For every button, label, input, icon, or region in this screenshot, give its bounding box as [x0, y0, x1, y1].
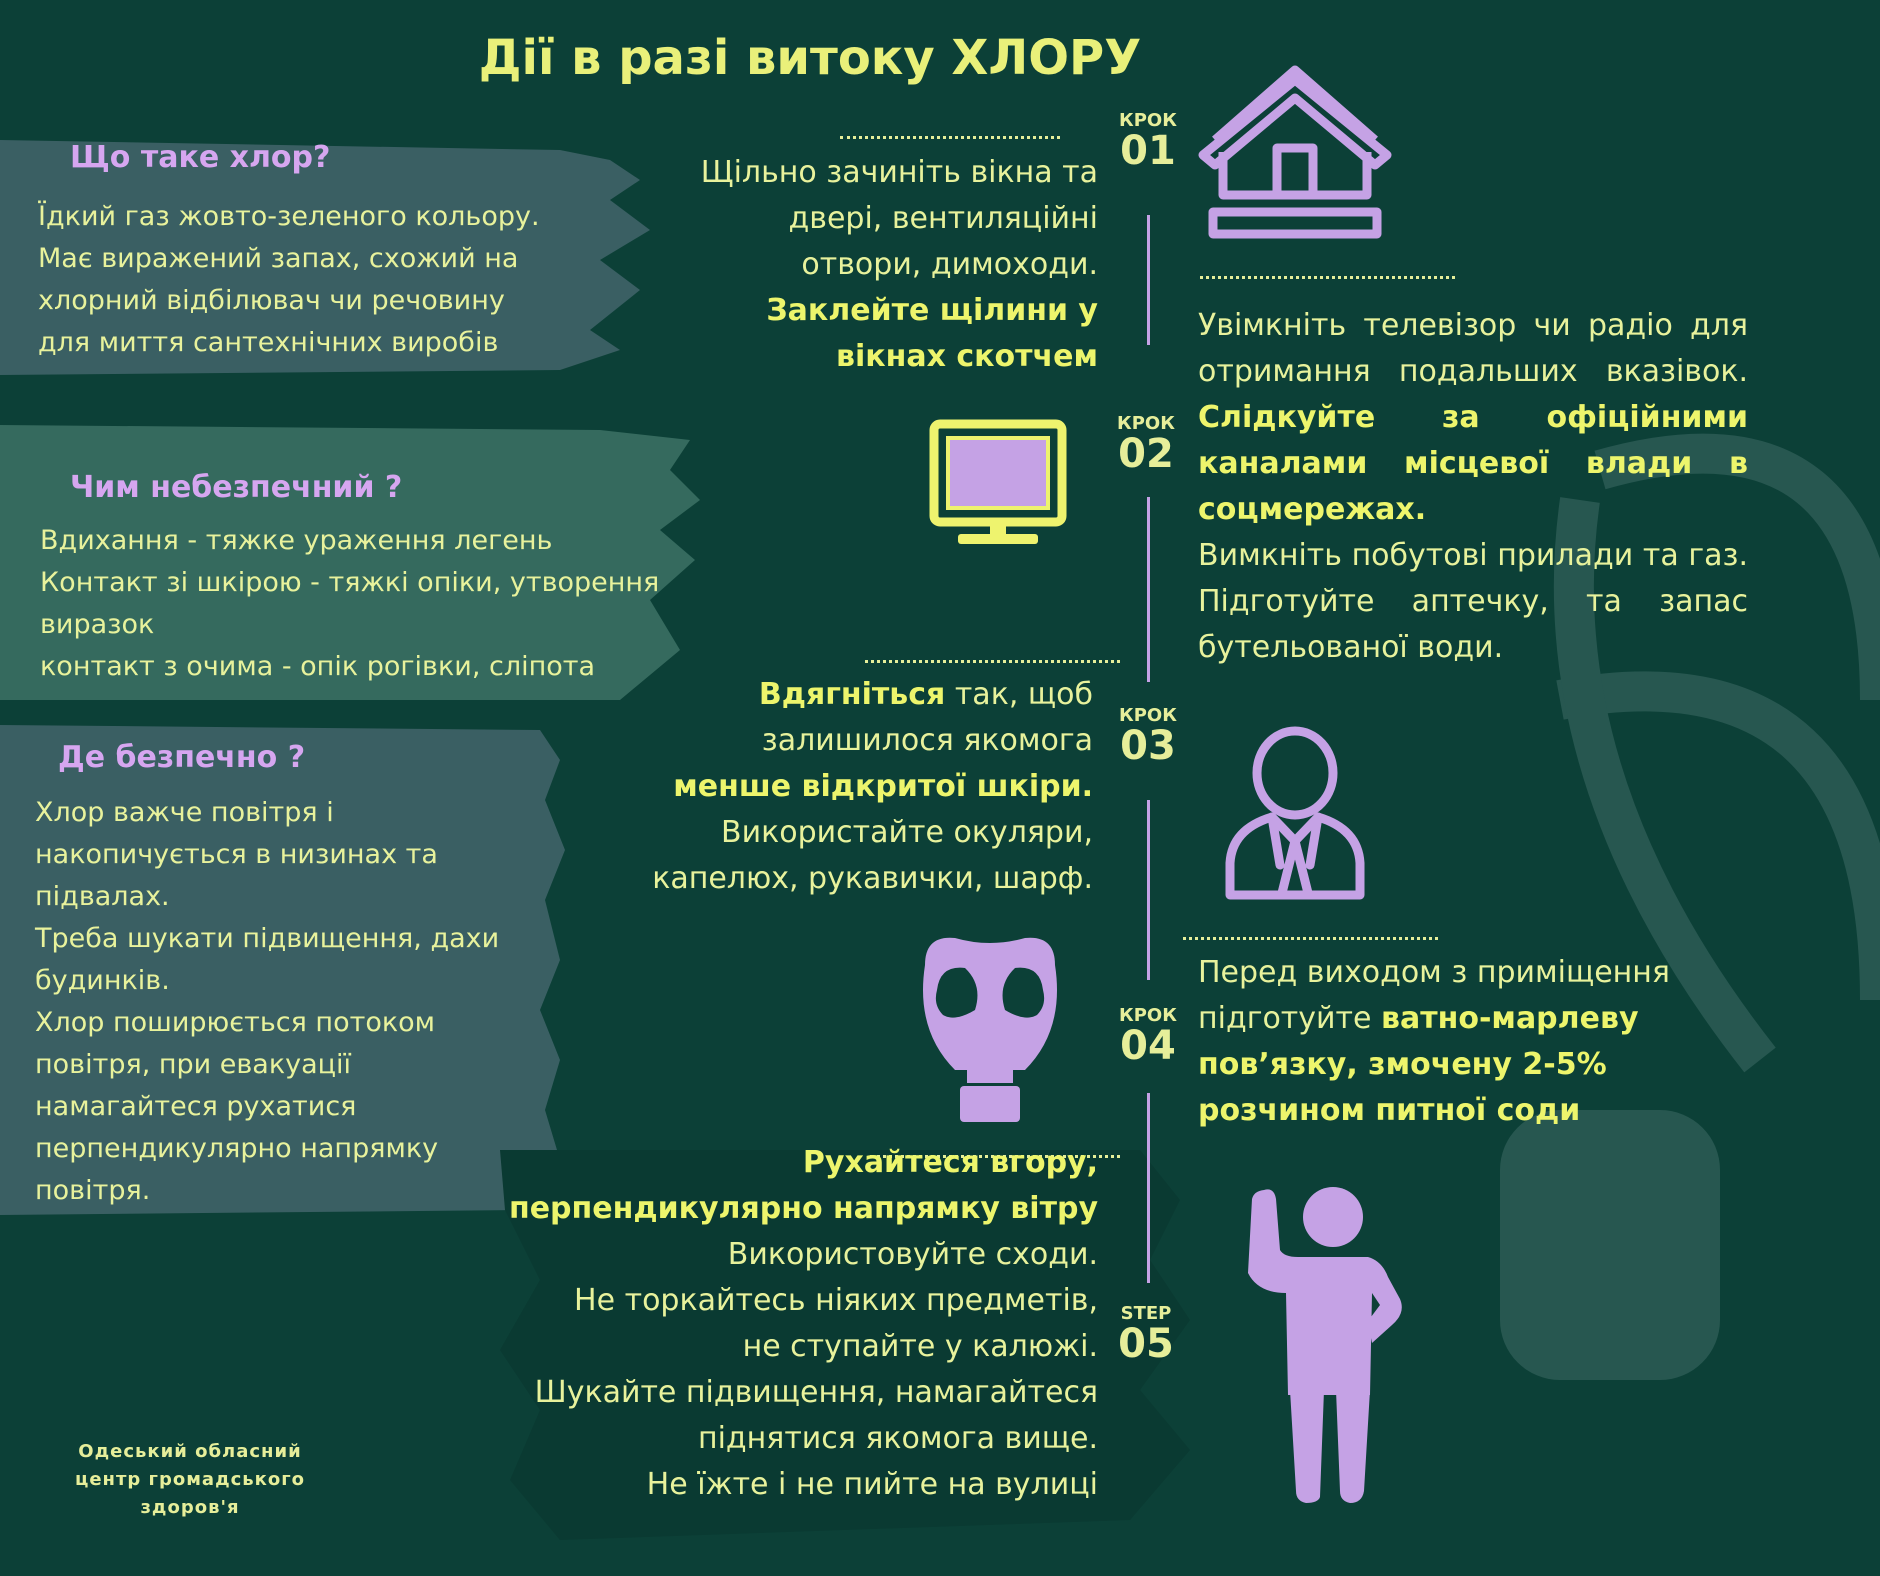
step5-line: Використовуйте сходи.	[727, 1237, 1098, 1272]
safe-line: будинків.	[35, 965, 170, 996]
step5-text	[480, 1140, 1098, 1508]
step2-text-1: Увімкніть телевізор чи радіо для отримання подальших вказівок.	[1198, 308, 1748, 389]
step-kicker: КРОК	[1119, 1005, 1177, 1026]
step-kicker: КРОК	[1119, 705, 1177, 726]
step5-line: Шукайте підвищення, намагайтеся	[534, 1375, 1098, 1410]
step5-line: піднятися якомога вище.	[697, 1421, 1098, 1456]
what-text	[38, 196, 540, 364]
step-label-5	[1106, 1303, 1186, 1367]
safe-line: повітря, при евакуації	[35, 1049, 352, 1080]
step3-bold: менше відкритої шкіри.	[673, 769, 1093, 804]
safe-line: перпендикулярно напрямку	[35, 1133, 439, 1164]
step-label-3	[1108, 705, 1188, 769]
step1-line: двері, вентиляційні	[788, 201, 1098, 236]
danger-line: контакт з очима - опік рогівки, сліпота	[40, 651, 596, 682]
safe-line: накопичується в низинах та	[35, 839, 438, 870]
danger-text	[40, 520, 659, 688]
step3-text-1: так, щоб	[945, 677, 1093, 712]
step5-bold-line	[480, 1140, 1098, 1186]
dotted-separator	[1200, 276, 1455, 279]
page-title: Дії в разі витоку ХЛОРУ	[478, 30, 1142, 86]
step-kicker: STEP	[1120, 1303, 1172, 1324]
step2-bold: Слідкуйте за офіційними каналами місцевої влади в соцмережах.	[1198, 400, 1748, 527]
safe-line: Хлор важче повітря і	[35, 797, 334, 828]
pointing-person-icon	[1240, 1185, 1410, 1505]
step-kicker: КРОК	[1119, 110, 1177, 131]
step2-text-2: Вимкніть побутові прилади та газ. Підготуйте аптечку, та запас бутельованої води.	[1198, 538, 1748, 665]
timeline-line	[1147, 215, 1150, 345]
step-label-4	[1108, 1005, 1188, 1069]
organization-footer	[40, 1438, 340, 1522]
step-kicker: КРОК	[1117, 413, 1175, 434]
step-number: 01	[1120, 128, 1176, 174]
step5-bold: перпендикулярно напрямку вітру	[508, 1191, 1098, 1226]
step1-bold-line	[600, 334, 1098, 380]
safe-line: підвалах.	[35, 881, 170, 912]
what-heading: Що таке хлор?	[70, 140, 331, 175]
timeline-line	[1147, 800, 1150, 980]
step2-text	[1198, 303, 1748, 671]
danger-line: Контакт зі шкірою - тяжкі опіки, утворення	[40, 567, 660, 598]
step1-bold: вікнах скотчем	[835, 339, 1098, 374]
safe-line: Треба шукати підвищення, дахи	[35, 923, 500, 954]
step4-bold: ватно-марлеву пов’язку, змочену 2-5% розчином питної соди	[1198, 1001, 1639, 1128]
step5-line: Не торкайтесь ніяких предметів,	[574, 1283, 1098, 1318]
safe-line: намагайтеся рухатися	[35, 1091, 357, 1122]
safe-text	[35, 792, 499, 1212]
timeline-line	[1147, 1093, 1150, 1283]
step4-text	[1198, 950, 1678, 1134]
step3-text	[560, 672, 1093, 902]
person-icon	[1220, 725, 1370, 903]
step3-line	[560, 764, 1093, 810]
danger-line: виразок	[40, 609, 155, 640]
danger-heading: Чим небезпечний ?	[70, 470, 403, 505]
step-label-2	[1106, 413, 1186, 477]
footer-line: здоров'я	[140, 1497, 240, 1518]
step1-text	[600, 150, 1098, 380]
danger-line: Вдихання - тяжке ураження легень	[40, 525, 553, 556]
what-line: Їдкий газ жовто-зеленого кольору.	[38, 201, 540, 232]
step3-line: Використайте окуляри,	[721, 815, 1093, 850]
step-number: 05	[1118, 1321, 1174, 1367]
house-icon	[1195, 60, 1395, 245]
step4-text-1: Перед виходом з приміщення підготуйте	[1198, 955, 1670, 1036]
step-label-1	[1108, 110, 1188, 174]
timeline-line	[1147, 497, 1150, 682]
step3-bold: Вдягніться	[758, 677, 946, 712]
what-line: Має виражений запах, схожий на	[38, 243, 519, 274]
step1-line: Щільно зачиніть вікна та	[700, 155, 1098, 190]
step-number: 02	[1118, 431, 1174, 477]
step3-line: залишилося якомога	[761, 723, 1093, 758]
step-number: 03	[1120, 723, 1176, 769]
footer-line: центр громадського	[74, 1469, 306, 1490]
monitor-icon	[928, 418, 1068, 550]
step3-line: капелюх, рукавички, шарф.	[652, 861, 1093, 896]
step5-bold-line	[480, 1186, 1098, 1232]
gas-mask-icon	[915, 930, 1065, 1126]
step5-line: не ступайте у калюжі.	[742, 1329, 1098, 1364]
what-line: для миття сантехнічних виробів	[38, 327, 499, 358]
step1-bold-line	[600, 288, 1098, 334]
dotted-separator	[865, 660, 1120, 663]
what-line: хлорний відбілювач чи речовину	[38, 285, 505, 316]
footer-line: Одеський обласний	[78, 1441, 302, 1462]
dotted-separator	[840, 136, 1060, 139]
safe-heading: Де безпечно ?	[58, 740, 306, 775]
step5-bold: Рухайтеся вгору,	[802, 1145, 1098, 1180]
step-number: 04	[1120, 1023, 1176, 1069]
step1-bold: Заклейте щілини у	[766, 293, 1098, 328]
dotted-separator	[1183, 937, 1438, 940]
safe-line: Хлор поширюється потоком	[35, 1007, 436, 1038]
safe-line: повітря.	[35, 1175, 151, 1206]
step1-line: отвори, димоходи.	[801, 247, 1098, 282]
step3-line	[560, 672, 1093, 718]
step5-line: Не їжте і не пийте на вулиці	[646, 1467, 1098, 1502]
